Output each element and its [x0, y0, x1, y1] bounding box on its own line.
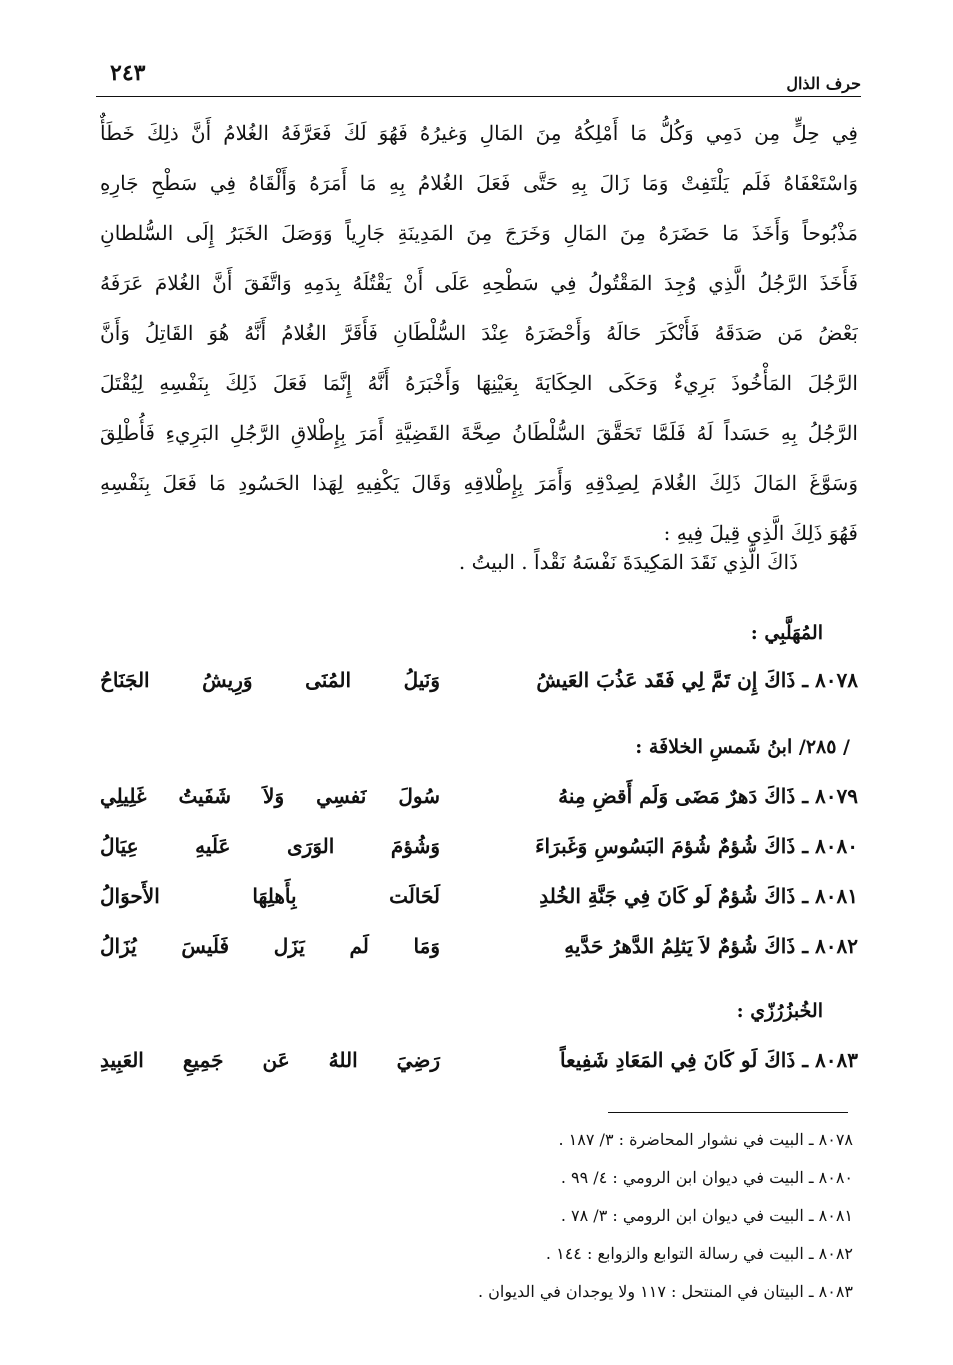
- verse-second-hemistich: لَحَالَت بِأَهلِهَا الأَحوَالُ: [100, 884, 440, 908]
- poet-heading: / ٢٨٥/ ابنُ شَمسِ الخلافَة :: [635, 736, 850, 758]
- verse-line: [100, 668, 858, 708]
- prose-line: بَعْضُ مَن صَدَقَهُ فَأَنْكَرَ حَالَهُ وَأَحْضَرَهُ عِنْدَ السُّلْطَانِ فَأَقَرَّ الغُلامُ أَنَّهُ هُوَ القَاتِلُ وَأَنَّ: [100, 321, 858, 345]
- footnote: ٨٠٨١ ـ البيت في ديوان ابن الرومي : ٣/ ٧٨ .: [560, 1206, 853, 1225]
- prose-paragraph: [100, 108, 858, 558]
- verse-second-hemistich: وَشُؤمَ الوَرَى عَلَيهِ عِيَالُ: [100, 834, 440, 858]
- footnote: ٨٠٧٨ ـ البيت في نشوار المحاضرة : ٣/ ١٨٧ .: [558, 1130, 853, 1149]
- verse-first-hemistich: ٨٠٨٢ ـ ذَاكَ شُؤمٌ لاَ يَثلِمُ الدَّهرُ حَدَّيهِ: [564, 934, 858, 958]
- footnote-rule: [608, 1112, 848, 1113]
- running-title: حرف الذال: [786, 74, 861, 93]
- page-number: ٢٤٣: [110, 60, 146, 86]
- prose-line: وَاسْتَعْفَاهُ فَلَم يَلْتَفِتْ وَمَا زَالَ بِهِ حَتَّى فَعَلَ الغُلامُ بِهِ مَا أَمَرَهُ وَأَلْقَاهُ فِي سَطْحِ جَارِهِ: [100, 171, 858, 195]
- verse-line: [100, 834, 858, 874]
- prose-line: مَذْبُوحاً وَأَخَذَ مَا حَضَرَهُ مِنَ المَالِ وَخَرَجَ مِنَ المَدِينَةِ جَارِياً وَوَصَلَ الخَبَرُ إِلَى السُّلطانِ: [100, 221, 858, 245]
- quoted-verse: ذَاكَ الَّذِي نَقَدَ المَكِيدَةَ نَفْسَهُ نَقْداً . البيتُ .: [458, 550, 798, 574]
- prose-line: فَأَخَذَ الرَّجُلُ الَّذِي وُجِدَ المَقْتُولُ فِي سَطْحِهِ عَلَى أَنْ يَقْتُلَهُ بِدَمِهِ وَاتَّفَقَ أَنَّ الغُلامَ عَرَفَهُ: [100, 271, 858, 295]
- footnote: ٨٠٨٠ ـ البيت في ديوان ابن الرومي : ٤/ ٩٩ .: [560, 1168, 853, 1187]
- page-header: [96, 56, 861, 96]
- verse-second-hemistich: وَنَيلُ المُنَى وَرِيشُ الجَنَاحُ: [100, 668, 440, 692]
- verse-second-hemistich: وَمَا لَم يَزَل فَلَيسَ يُزَالُ: [100, 934, 440, 958]
- prose-line: الرَّجُلُ بِهِ حَسَداً لَهُ فَلَمَّا تَحَقَّقَ السُّلْطَانُ صِحَّةَ القَضِيَّةِ أَمَرَ بِإِطْلاقِ الرَّجُلِ البَرِيءِ فَأُطْلِقَ: [100, 421, 858, 445]
- prose-line: فِي حِلٍّ مِن دَمِي وَكُلُّ مَا أَمْلِكُهُ مِنَ المَالِ وَغيرُهُ فَهُوَ لَكَ فَعَرَّفَهُ الغُلامُ أَنَّ ذلِكَ خَطَأٌ: [100, 121, 858, 145]
- verse-first-hemistich: ٨٠٧٩ ـ ذَاكَ دَهرٌ مَضَى وَلَم أَقضِ مِنهُ: [558, 784, 858, 808]
- footnote: ٨٠٨٢ ـ البيت في رسالة التوابع والزوابع : ١٤٤ .: [545, 1244, 853, 1263]
- verse-line: [100, 784, 858, 824]
- verse-first-hemistich: ٨٠٨٠ ـ ذَاكَ شُؤمٌ شُؤمَ البَسُوسِ وَغَبرَاءَ: [535, 834, 858, 858]
- verse-line: [100, 1048, 858, 1088]
- verse-second-hemistich: رَضِيَ اللهُ عَن جَمِيعِ العَبِيدِ: [100, 1048, 440, 1072]
- verse-second-hemistich: سُولَ نَفسِي وَلاَ شَفَيتُ غَلِيلِي: [100, 784, 440, 808]
- footnote: ٨٠٨٣ ـ البيتان في المنتحل : ١١٧ ولا يوجدان في الديوان .: [477, 1282, 853, 1301]
- verse-first-hemistich: ٨٠٨٣ ـ ذَاكَ لَو كَانَ فِي المَعَادِ شَفِيعاً: [560, 1048, 858, 1072]
- verse-first-hemistich: ٨٠٧٨ ـ ذَاكَ إِن تَمَّ لِي فَقَد عَذُبَ العَيشُ: [536, 668, 858, 692]
- poet-heading: الخُبزُرُزّي :: [736, 1000, 823, 1022]
- poet-heading: المُهَلَّبِي :: [750, 622, 823, 644]
- header-rule: [96, 96, 861, 97]
- verse-line: [100, 884, 858, 924]
- prose-line: فَهُوَ ذَلِكَ الَّذِي قِيلَ فِيهِ :: [663, 521, 858, 545]
- verse-line: [100, 934, 858, 974]
- prose-line: الرَّجُلَ المَأْخُوذَ بَرِيءٌ وَحَكَى الحِكَايَةَ بِعَيْنِهَا وَأَخْبَرَهُ أَنَّهُ إِنَّمَا فَعَلَ ذَلِكَ بِنَفْسِهِ لِيُقْتَلَ: [100, 371, 858, 395]
- prose-line: وَسَوَّغَ المَالَ ذَلِكَ الغُلامَ لِصِدْقِهِ وَأَمَرَ بِإِطْلاقِهِ وَقَالَ يَكْفِيهِ لِهَذا الحَسُودِ مَا فَعَلَ بِنَفْسِهِ: [100, 471, 858, 495]
- verse-first-hemistich: ٨٠٨١ ـ ذَاكَ شُؤمٌ لَو كَانَ فِي جَنَّةِ الخُلدِ: [539, 884, 858, 908]
